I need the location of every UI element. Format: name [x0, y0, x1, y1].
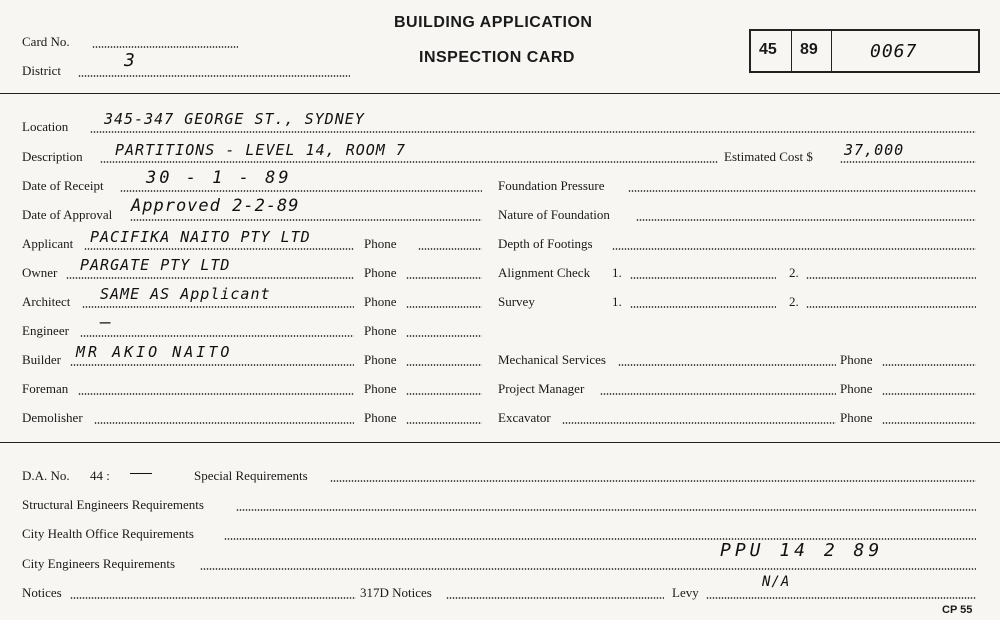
engineer-value: —	[100, 312, 112, 333]
builder-phone-label: Phone	[364, 352, 397, 367]
special-requirements-line	[330, 480, 976, 482]
estimated-cost-line	[840, 161, 976, 163]
foreman-label: Foreman	[22, 381, 69, 396]
date-receipt-value: 30 - 1 - 89	[146, 168, 292, 188]
excavator-line	[562, 422, 836, 424]
notices-label: Notices	[22, 585, 62, 600]
mechanical-phone-line	[882, 364, 976, 366]
survey-num-1: 1.	[612, 294, 622, 309]
notices-317d-label: 317D Notices	[360, 585, 432, 600]
mechanical-phone-label: Phone	[840, 352, 873, 367]
depth-footings-line	[612, 248, 976, 250]
project-manager-label: Project Manager	[498, 381, 585, 396]
architect-phone-line	[406, 306, 482, 308]
architect-label: Architect	[22, 294, 71, 309]
owner-label: Owner	[22, 265, 58, 280]
survey-line-1	[630, 306, 776, 308]
location-line	[90, 131, 976, 133]
foundation-pressure-line	[628, 190, 976, 192]
special-requirements-label: Special Requirements	[194, 468, 308, 483]
demolisher-phone-line	[406, 422, 482, 424]
engineer-line	[80, 335, 354, 337]
city-engineers-line	[200, 568, 976, 570]
date-approval-value: Approved 2-2-89	[131, 196, 300, 216]
levy-label: Levy	[672, 585, 699, 600]
project-manager-phone-line	[882, 393, 976, 395]
location-label: Location	[22, 119, 69, 134]
builder-label: Builder	[22, 352, 61, 367]
architect-value: SAME AS Applicant	[100, 285, 271, 303]
applicant-label: Applicant	[22, 236, 74, 251]
card-no-line	[92, 46, 238, 48]
excavator-phone-line	[882, 422, 976, 424]
district-label: District	[22, 63, 61, 78]
box-number-3: 0067	[870, 41, 918, 62]
box-number-2: 89	[800, 41, 818, 58]
owner-value: PARGATE PTY LTD	[80, 256, 231, 274]
builder-line	[70, 364, 354, 366]
demolisher-phone-label: Phone	[364, 410, 397, 425]
mechanical-line	[618, 364, 836, 366]
applicant-value: PACIFIKA NAITO PTY LTD	[90, 228, 311, 246]
estimated-cost-label: Estimated Cost $	[724, 149, 813, 164]
notices-line	[70, 597, 356, 599]
architect-line	[82, 306, 354, 308]
notices-317d-line	[446, 597, 664, 599]
title-line-2: INSPECTION CARD	[419, 49, 575, 66]
box-number-1: 45	[759, 41, 777, 58]
description-line	[100, 161, 718, 163]
city-engineers-value: PPU 14 2 89	[720, 540, 884, 561]
applicant-phone-label: Phone	[364, 236, 397, 251]
levy-value: N/A	[762, 574, 791, 590]
title-line-1: BUILDING APPLICATION	[394, 14, 593, 31]
engineer-phone-label: Phone	[364, 323, 397, 338]
applicant-phone-line	[418, 248, 482, 250]
project-manager-phone-label: Phone	[840, 381, 873, 396]
alignment-num-2: 2.	[789, 265, 799, 280]
engineer-phone-line	[406, 335, 482, 337]
box-divider-1	[791, 31, 792, 71]
demolisher-line	[94, 422, 354, 424]
foundation-pressure-label: Foundation Pressure	[498, 178, 605, 193]
owner-phone-label: Phone	[364, 265, 397, 280]
da-number: 44 :	[90, 468, 110, 483]
alignment-num-1: 1.	[612, 265, 622, 280]
survey-line-2	[806, 306, 976, 308]
date-approval-label: Date of Approval	[22, 207, 113, 222]
owner-phone-line	[406, 277, 482, 279]
alignment-check-label: Alignment Check	[498, 265, 591, 280]
applicant-line	[84, 248, 354, 250]
builder-value: MR AKIO NAITO	[76, 343, 233, 361]
architect-phone-label: Phone	[364, 294, 397, 309]
district-line	[78, 75, 350, 77]
description-value: PARTITIONS - LEVEL 14, ROOM 7	[115, 141, 406, 159]
alignment-line-1	[630, 277, 776, 279]
da-dash-mark	[130, 473, 152, 474]
mechanical-label: Mechanical Services	[498, 352, 606, 367]
foreman-phone-label: Phone	[364, 381, 397, 396]
middle-rule	[0, 442, 1000, 443]
engineer-label: Engineer	[22, 323, 69, 338]
estimated-cost-value: 37,000	[844, 141, 905, 159]
foreman-phone-line	[406, 393, 482, 395]
structural-label: Structural Engineers Requirements	[22, 497, 204, 512]
health-label: City Health Office Requirements	[22, 526, 194, 541]
card-number-box	[749, 29, 980, 73]
levy-line	[706, 597, 976, 599]
nature-foundation-line	[636, 219, 976, 221]
project-manager-line	[600, 393, 836, 395]
survey-label: Survey	[498, 294, 535, 309]
nature-foundation-label: Nature of Foundation	[498, 207, 610, 222]
top-rule	[0, 93, 1000, 94]
owner-line	[66, 277, 354, 279]
alignment-line-2	[806, 277, 976, 279]
depth-footings-label: Depth of Footings	[498, 236, 593, 251]
district-value: 3	[124, 50, 136, 71]
foreman-line	[78, 393, 354, 395]
date-receipt-line	[120, 190, 482, 192]
excavator-label: Excavator	[498, 410, 551, 425]
city-engineers-label: City Engineers Requirements	[22, 556, 176, 571]
location-value: 345-347 GEORGE ST., SYDNEY	[104, 110, 365, 128]
da-no-label: D.A. No.	[22, 468, 70, 483]
survey-num-2: 2.	[789, 294, 799, 309]
form-code: CP 55	[942, 604, 973, 616]
description-label: Description	[22, 149, 83, 164]
builder-phone-line	[406, 364, 482, 366]
date-receipt-label: Date of Receipt	[22, 178, 104, 193]
demolisher-label: Demolisher	[22, 410, 83, 425]
card-no-label: Card No.	[22, 34, 70, 49]
box-divider-2	[831, 31, 832, 71]
excavator-phone-label: Phone	[840, 410, 873, 425]
date-approval-line	[130, 219, 482, 221]
structural-line	[236, 509, 976, 511]
